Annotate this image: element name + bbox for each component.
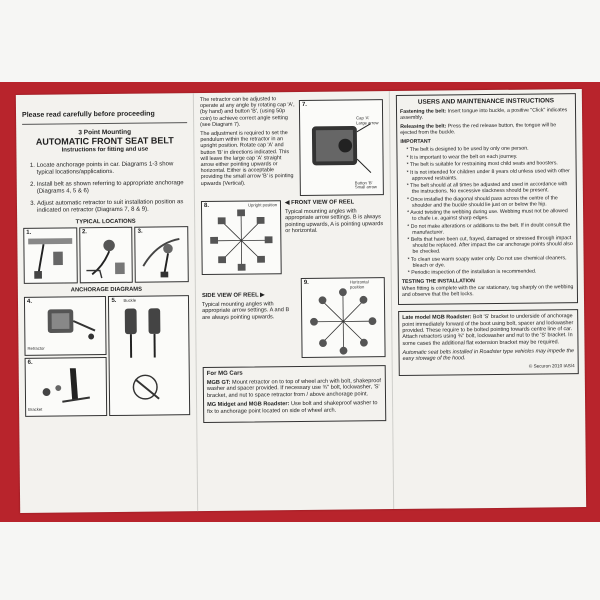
- title-mounting: 3 Point Mounting: [78, 128, 132, 136]
- step-item: 2. Install belt as shown referring to appropriate anchorage (Diagrams 4, 5 & 6): [37, 180, 188, 196]
- users-heading: USERS AND MAINTENANCE INSTRUCTIONS: [417, 97, 555, 106]
- diagram-number: 6.: [27, 359, 33, 366]
- important-item: * The belt is designed to be used by only one person.: [406, 146, 572, 154]
- fastening-text: Insert tongue into buckle, a positive "Click" indicates assembly.: [400, 107, 568, 122]
- diagram-4: [24, 296, 107, 356]
- diagram-number: 8.: [203, 202, 210, 210]
- anchorage-diagrams: [24, 295, 190, 417]
- pendulum-paragraph: The adjustment is required to set the pendulum within the retractor in an upright position. Rotate cap 'A' and button 'B' in directions indicated. This will leave the large cap 'A' straight arrow either pointing upwards or horizontal. Either is acceptable providing the small arrow 'B' is pointing upwards (Vertical).: [200, 130, 294, 187]
- retractor-label: Retractor: [27, 346, 45, 352]
- mgb-gt-label: MGB GT:: [206, 379, 231, 386]
- important-heading: IMPORTANT: [400, 139, 431, 146]
- important-item: * Do not make alterations or additions to the belt. If in doubt consult the manufacturer.: [407, 222, 573, 236]
- diagram-1: [23, 228, 77, 285]
- seat-belt-location-icon: [24, 229, 76, 284]
- users-instructions-box: [396, 93, 578, 305]
- important-item: * To clean use warm soapy water only. Do not use chemical cleaners, bleach or dye.: [408, 255, 574, 269]
- mgb-gt-text: Mount retractor on to top of wheel arch with bolt, shakeproof washer and spacer provided. If necessary use ¾" bolt, lockwasher, 'S' bracket, and nut to space retractor from / above anchorage point.: [206, 377, 381, 399]
- diagram-number: 5.: [111, 297, 117, 304]
- diagram-9: [301, 277, 386, 358]
- important-item: * The belt should at all times be adjusted and used in accordance with the instructions. No excessive slackness should be present.: [407, 182, 573, 196]
- fitting-steps: [23, 161, 189, 215]
- roadster-text: Bolt 'S' bracket to underside of anchorage point immediately forward of the boot using bolt, spacer and lockwasher provided. These require to be bolted pointing towards centre line of car. Attach retractors using ¾" bolt, lockwasher and nut to the 'S' bracket. In some cases the additional flat extension bracket may be required.: [402, 313, 574, 347]
- title-instructions: Instructions for fitting and use: [61, 146, 149, 154]
- buckle-icon: [109, 296, 189, 415]
- read-notice: Please read carefully before proceeding: [22, 110, 155, 119]
- diagram-number: 7.: [301, 101, 307, 108]
- buckle-label: Buckle: [123, 297, 137, 303]
- diagram-number: 1.: [26, 230, 32, 237]
- title-product: AUTOMATIC FRONT SEAT BELT: [35, 135, 174, 147]
- button-label: Button 'B' Small arrow: [354, 180, 377, 190]
- copyright: © Securon 2010 IAS/4: [528, 363, 575, 370]
- seat-belt-location-icon: [136, 228, 188, 283]
- diagram-7: [299, 99, 384, 196]
- roadster-note: Automatic seat belts installed in Roadster type vehicles may impede the easy stowage of the hood.: [402, 348, 574, 363]
- middle-column: [194, 91, 394, 511]
- bracket-label: Bracket: [28, 407, 43, 413]
- diagram-8: [201, 200, 282, 275]
- triangle-right-icon: ▶: [260, 292, 265, 299]
- right-column: [390, 89, 586, 509]
- diagram-3: [135, 227, 189, 284]
- important-item: * Once installed the diagonal should pass across the centre of the shoulder and the buckle should lie just on or below the hip.: [407, 195, 573, 209]
- releasing-text: Press the red release button, the tongue will be ejected from the buckle.: [400, 122, 557, 137]
- upright-label: Upright position: [247, 202, 278, 208]
- cap-label: Cap 'A' Large arrow: [356, 115, 379, 126]
- adjustment-paragraph: The retractor can be adjusted to operate at any angle by rotating cap 'A', (by hand) and button 'B', (using 50p coin) to achieve correct angle setting (see Diagram 7).: [199, 96, 295, 128]
- releasing-label: Releasing the belt:: [400, 123, 447, 131]
- important-item: * It is not intended for children under 8 years old unless used with other approved restraints.: [407, 168, 573, 182]
- reel-angles-icon: [302, 278, 385, 357]
- important-item: * It is important to wear the belt on each journey.: [406, 153, 572, 161]
- step-item: 1. Locate anchorage points in car. Diagrams 1-3 show typical locations/applications.: [37, 161, 188, 177]
- mg-cars-heading: For MG Cars: [206, 370, 243, 377]
- mg-midget-text: Use bolt and shakeproof washer to fix to anchorage point located on side of wheel arch.: [207, 400, 378, 415]
- roadster-box: [398, 310, 579, 376]
- diagram-number: 4.: [26, 298, 33, 305]
- diagram-number: 9.: [303, 279, 309, 286]
- side-view-heading: SIDE VIEW OF REEL: [201, 292, 259, 300]
- fastening-label: Fastening the belt:: [399, 108, 447, 116]
- left-column: [16, 93, 198, 513]
- side-view-text: Typical mounting angles with appropriate arrow settings. A and B are always pointing upwards.: [202, 300, 290, 321]
- anchorage-heading: ANCHORAGE DIAGRAMS: [70, 287, 143, 294]
- typical-locations-diagrams: [23, 227, 189, 285]
- testing-text: When fitting is complete with the car stationary, tug sharply on the webbing and observe that the belt locks.: [401, 284, 574, 299]
- front-view-text: Typical mounting angles with appropriate arrow settings. B is always pointing upwards, A is pointing upwards or horizontal.: [285, 208, 384, 235]
- mg-midget-label: MG Midget and MGB Roadster:: [207, 401, 290, 409]
- step-item: 3. Adjust automatic retractor to suit installation position as indicated on retractor (Diagrams 7, 8 & 9).: [37, 199, 188, 215]
- diagram-5: [108, 295, 190, 416]
- instruction-sheet: [16, 89, 586, 513]
- triangle-left-icon: ◀: [284, 200, 290, 207]
- front-view-heading: FRONT VIEW OF REEL: [291, 199, 355, 207]
- background-top: [0, 0, 600, 82]
- mg-cars-box: [203, 365, 387, 422]
- important-item: * Avoid twisting the webbing during use. Webbing must not be allowed to chafe i.e. against sharp edges.: [407, 209, 573, 223]
- typical-locations-heading: TYPICAL LOCATIONS: [75, 218, 136, 226]
- divider: [22, 122, 187, 125]
- diagram-6: [25, 357, 108, 417]
- horizontal-label: Horizontal position: [349, 279, 369, 290]
- important-item: * Belts that have been cut, frayed, damaged or stressed through impact should be replaced. After impact the car anchorage points should also be checked.: [407, 236, 573, 256]
- important-item: * Periodic inspection of the installation is recommended.: [408, 269, 574, 277]
- testing-heading: TESTING THE INSTALLATION: [401, 278, 475, 286]
- diagram-2: [79, 227, 133, 284]
- important-item: * The belt is suitable for restraining most child seats and boosters.: [407, 161, 573, 169]
- diagram-number: 3.: [137, 229, 143, 236]
- background-bottom: [0, 522, 600, 600]
- reel-angles-icon: [202, 201, 281, 274]
- important-list: [400, 146, 573, 277]
- diagram-number: 2.: [81, 229, 87, 236]
- roadster-label: Late model MGB Roadster:: [402, 314, 472, 322]
- seat-belt-location-icon: [80, 228, 132, 283]
